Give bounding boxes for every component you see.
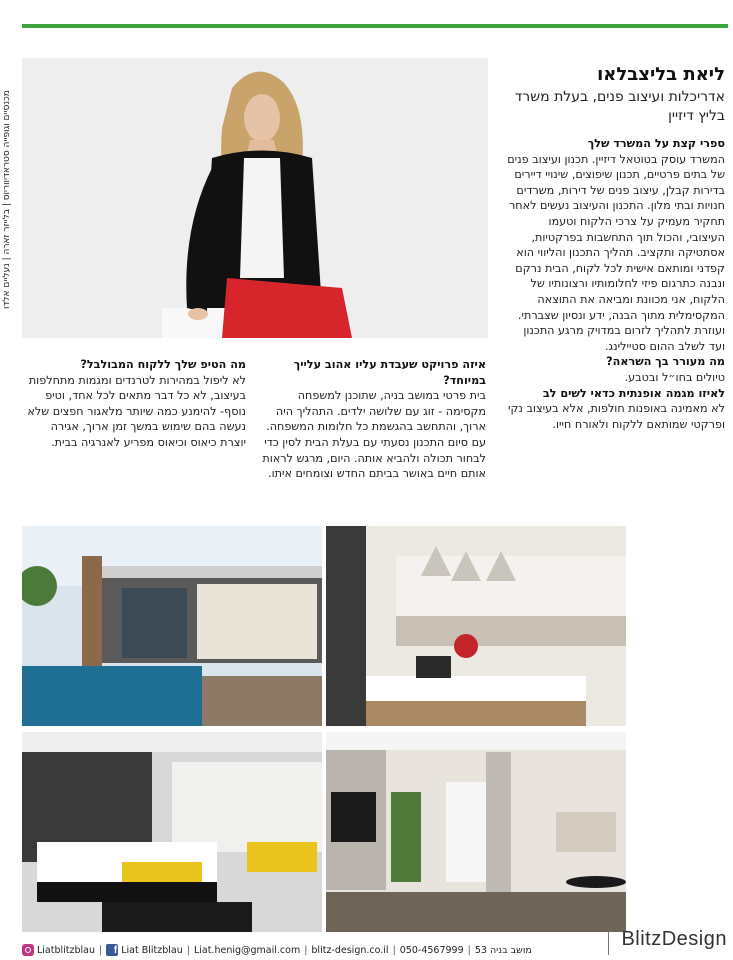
question-trend: לאיזו מגמה אופנתית כדאי לשים לב xyxy=(542,386,725,400)
phone-number: 050-4567999 xyxy=(399,944,464,956)
article-column-left xyxy=(24,357,246,451)
brand-divider xyxy=(608,931,609,955)
answer-about: המשרד עוסק בטוטאל דיזיין. תכנון ועיצוב פנים של בתים פרטיים, תכנון שיפוצים, שינויי דיירים בדירות קבלן, עיצוב פנים של דירות, משרדים חנויות ובתי מלון. התכנון והעיצוב נעשים לאחר תחקיר מעמיק על צרכי הלקוח וטעמו העיצובי, והכול תוך התחשבות בפרקטיות, אסתטיקה ותקציב. תהליך התכנון והליווי הוא קפדני ומותאם אישית לכל לקוח, הבית נרקם ונבנה כתרגום פיזי לחלומותיו ורצונותיו של הלקוח, אני מכוונת ומביאה את התוצאה המקסימלית מתוך הבנה, ידע ונסיון שצברתי. ועוזרת לתהליך לזרום במדויק מרגע התכנון ועד לשלב ההום סטיילינג. xyxy=(507,152,725,353)
facebook-icon: f xyxy=(106,944,118,956)
website-link[interactable]: blitz-design.co.il xyxy=(311,944,389,956)
answer-project: בית פרטי במושב בניה, שתוכנן למשפחה מקסימה - זוג עם שלושה ילדים. התהליך היה ארוך, והתחשב בהגשמת כל חלומות המשפחה. עם סיום התכנון נסעתי עם בעלת הבית לסין כדי לבחור תכולה ולהביא אותה. היום, מרגש לראות אותם חיים באושר בביתם החדש וצומחים איתו. xyxy=(262,389,486,481)
instagram-icon xyxy=(22,944,34,956)
article-column-middle xyxy=(258,357,486,482)
question-project: איזה פרויקט שעבדת עליו אהוב עלייך במיוחד? xyxy=(293,358,486,387)
top-accent-bar xyxy=(22,24,728,28)
instagram-handle[interactable]: Liatblitzblau xyxy=(37,944,96,956)
contact-footer: Liatblitzblau | f Liat Blitzblau | Liat.henig@gmail.com | blitz-design.co.il | 050-4567999 | מושב בניה 53 xyxy=(22,940,728,960)
article-column-right xyxy=(507,136,725,432)
designer-role: אדריכלות ועיצוב פנים, בעלת משרד בליץ דיזיין xyxy=(514,89,725,124)
kitchen-photo xyxy=(326,526,626,726)
designer-portrait-photo xyxy=(22,58,488,338)
email-link[interactable]: Liat.henig@gmail.com xyxy=(193,944,301,956)
designer-name: ליאת בליצבלאו xyxy=(597,64,725,85)
living-room-photo xyxy=(326,732,626,932)
bedroom-photo xyxy=(22,732,322,932)
answer-tip: לא ליפול במהירות לטרנדים ומגמות מתחלפות בעיצוב, לא כל דבר מתאים לכל אחד, וטיפ נוסף- להימנע כמה שיותר מלאגור חפצים שלא נעשה בהם שימוש במשך זמן ארוך, אגירה יוצרת כיאוס וכיאוס מפריע לאנרגיה בבית. xyxy=(27,373,246,449)
clothing-credit: מכנסיים וגופייה סטראדיווריוס | בלייזר זארה | נעליים אלדו xyxy=(2,90,12,310)
house-exterior-photo xyxy=(22,526,322,726)
brand-logo: BlitzDesign xyxy=(621,928,727,950)
address: מושב בניה 53 xyxy=(474,944,532,956)
question-about: ספרי קצת על המשרד שלך xyxy=(587,137,725,150)
answer-inspiration: טיולים בחו״ל ובטבע. xyxy=(624,370,725,384)
answer-trend: לא מאמינה באופנות חולפות, אלא בעיצוב נקי ופרקטי שמותאם ללקוח ולאורח חייו. xyxy=(507,402,725,431)
question-inspiration: מה מעורר בך השראה? xyxy=(606,355,725,369)
question-tip: מה הטיפ שלך ללקוח המבולבל? xyxy=(80,358,246,371)
facebook-handle[interactable]: Liat Blitzblau xyxy=(121,944,183,956)
